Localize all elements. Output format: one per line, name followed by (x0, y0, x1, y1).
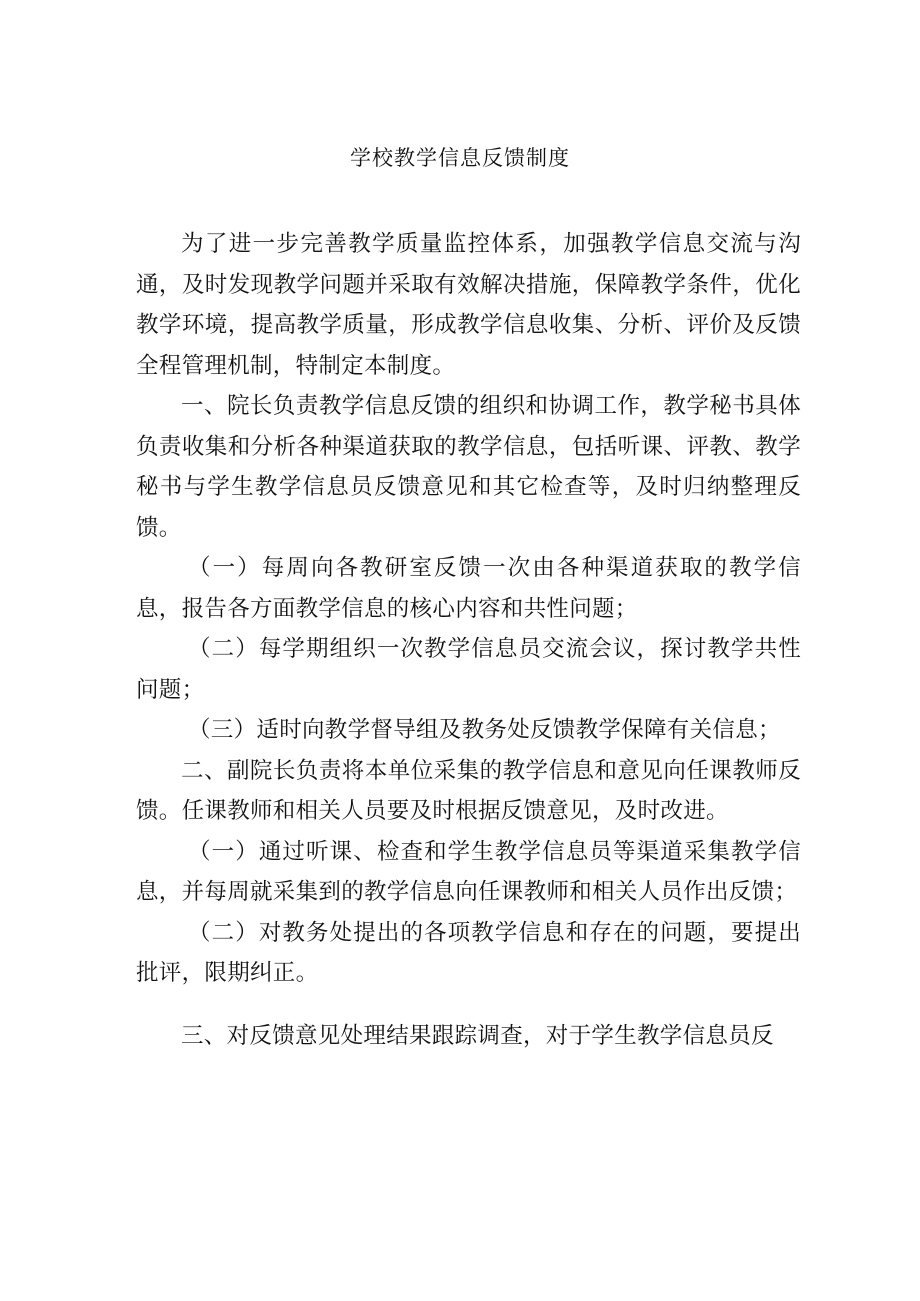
document-body (136, 224, 801, 1056)
paragraph-section-2-item-2: （二）对教务处提出的各项教学信息和存在的问题，要提出批评，限期纠正。 (136, 919, 801, 986)
paragraph-section-1-item-3: （三）适时向教学督导组及教务处反馈教学保障有关信息； (188, 717, 781, 743)
paragraph-section-1-item-1: （一）每周向各教研室反馈一次由各种渠道获取的教学信息，报告各方面教学信息的核心内容和共性问题； (136, 555, 801, 622)
document-title: 学校教学信息反馈制度 (350, 146, 570, 170)
paragraph-section-1-item-2: （二）每学期组织一次教学信息员交流会议，探讨教学共性问题； (136, 636, 801, 703)
paragraph-section-3: 三、对反馈意见处理结果跟踪调查，对于学生教学信息员反 (181, 1022, 774, 1049)
paragraph-section-2-item-1: （一）通过听课、检查和学生教学信息员等渠道采集教学信息，并每周就采集到的教学信息向任课教师和相关人员作出反馈； (136, 838, 801, 905)
paragraph-section-1: 一、院长负责教学信息反馈的组织和协调工作，教学秘书具体负责收集和分析各种渠道获取的教学信息，包括听课、评教、教学秘书与学生教学信息员反馈意见和其它检查等，及时归纳整理反馈。 (136, 393, 801, 541)
paragraph-section-2: 二、副院长负责将本单位采集的教学信息和意见向任课教师反馈。任课教师和相关人员要及时根据反馈意见，及时改进。 (136, 757, 801, 824)
paragraph-intro: 为了进一步完善教学质量监控体系，加强教学信息交流与沟通，及时发现教学问题并采取有效解决措施，保障教学条件，优化教学环境，提高教学质量，形成教学信息收集、分析、评价及反馈全程管理机制，特制定本制度。 (136, 231, 801, 379)
